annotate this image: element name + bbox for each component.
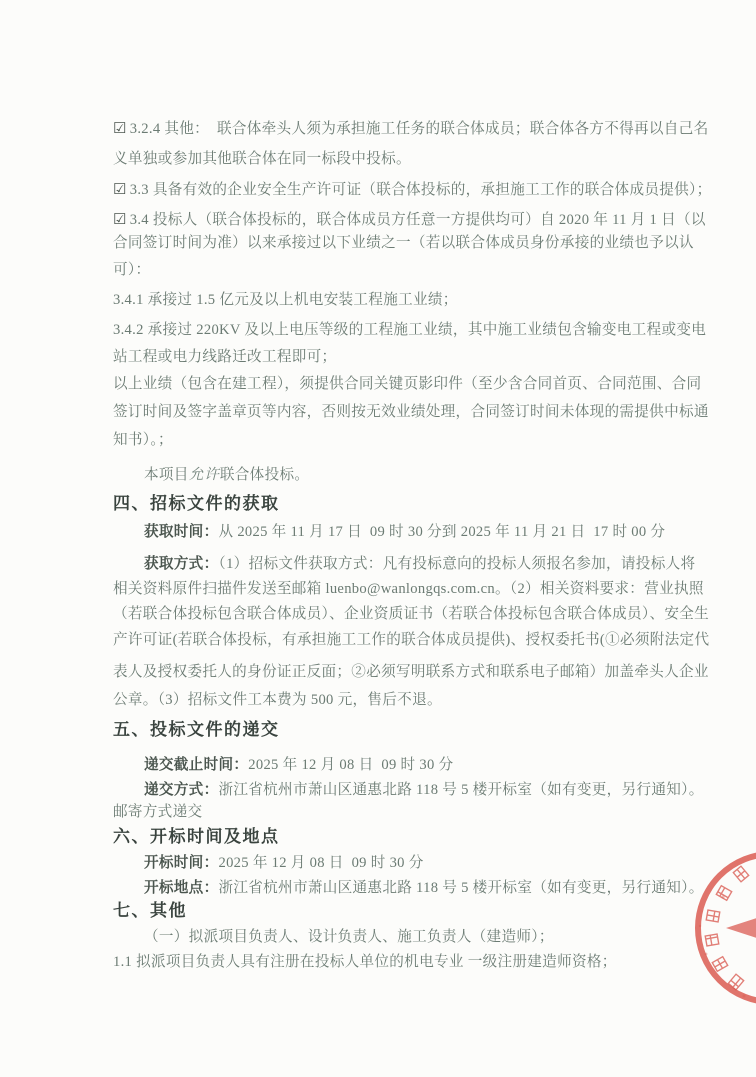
field-value: 2025 年 12 月 08 日 09 时 30 分 [248,757,454,773]
obtain-time-line [144,521,665,543]
line-text: （若联合体投标包含联合体成员）、企业资质证书（若联合体投标包含联合体成员）、安全生 [113,606,710,622]
line-text: 签订时间及签字盖章页等内容，否则按无效业绩处理，合同签订时间未体现的需提供中标通 [113,404,709,420]
line-text: 3.3 具备有效的企业安全生产许可证（联合体投标的，承担施工工作的联合体成员提供）； [129,182,712,198]
submission-deadline-line [144,754,453,776]
line-text: （一）拟派项目负责人、设计负责人、施工负责人（建造师）； [144,929,554,945]
line-text: 产许可证(若联合体投标，有承担施工工作的联合体成员提供)、授权委托书(①必须附法定代 [113,632,710,648]
field-value: （1）招标文件获取方式：凡有投标意向的投标人须报名参加，请投标人将 [218,556,696,572]
line-text: 以上业绩（包含在建工程），须提供合同关键页影印件（至少含合同首页、合同范围、合同 [113,376,702,392]
field-label: 获取时间： [144,524,219,540]
field-label: 开标时间： [144,855,219,871]
clause-3-4-2-line1 [113,319,706,341]
checked-checkbox-icon: ☑ [113,121,127,137]
line-text: 3.2.4 其他： 联合体牵头人须为承担施工任务的联合体成员；联合体各方不得再以自己名 [129,121,709,137]
clause-3-2-4-line2 [113,148,411,170]
performance-note-line1 [113,373,701,395]
section-heading-5: 五、投标文件的递交 [113,720,280,739]
line-text: 义单独或参加其他联合体在同一标段中投标。 [113,151,411,167]
submission-method-line1 [144,779,704,801]
clause-3-4-line1 [113,209,706,231]
field-value: 2025 年 12 月 08 日 09 时 30 分 [218,855,424,871]
submission-method-line2 [113,801,202,823]
bid-opening-time-line [144,852,424,874]
clause-3-4-1 [113,289,458,311]
performance-note-line2 [113,401,709,423]
obtain-method-line5 [113,661,709,683]
clause-3-4-2-line2 [113,346,336,368]
field-label: 开标地点： [144,880,219,896]
section-heading-4: 四、招标文件的获取 [113,494,280,513]
clause-3-2-4-line1 [113,118,708,140]
line-text: 3.4.1 承接过 1.5 亿元及以上机电安装工程施工业绩； [113,292,458,308]
clause-3-4-line3 [113,259,150,281]
field-label: 获取方式： [144,556,219,572]
line-text: 表人及授权委托人的身份证正反面；②必须写明联系方式和联系电子邮箱）加盖牵头人企业 [113,664,709,680]
clause-3-3 [113,179,712,201]
line-text: 合同签订时间为准）以来承接过以下业绩之一（若以联合体成员身份承接的业绩也予以认 [113,235,694,251]
field-value: 从 2025 年 11 月 17 日 09 时 30 分到 2025 年 11 月 21 日 17 时 00 分 [218,524,666,540]
line-text: 邮寄方式递交 [113,804,203,820]
personnel-intro-line [144,926,554,948]
section-heading-6: 六、开标时间及地点 [113,827,280,846]
obtain-method-line1 [144,553,695,575]
clause-3-4-line2 [113,232,694,254]
obtain-method-line6 [113,689,442,711]
fill-in-value: 允许 [188,467,220,483]
field-label: 递交方式： [144,782,219,798]
line-text: 本项目 [144,467,189,483]
line-text: 知书）。； [113,432,173,448]
checked-checkbox-icon: ☑ [113,182,127,198]
obtain-method-line4 [113,629,709,651]
section-heading-7: 七、其他 [113,901,187,920]
line-text: 1.1 拟派项目负责人具有注册在投标人单位的机电专业 一级注册建造师资格； [113,954,617,970]
field-value: 浙江省杭州市萧山区通惠北路 118 号 5 楼开标室（如有变更，另行通知）。 [218,782,704,798]
line-text: 相关资料原件扫描件发送至邮箱 luenbo@wanlongqs.com.cn。（2）相关资料要求：营业执照 [113,581,704,597]
clause-1-1-line [113,951,617,973]
line-text: 可）： [113,262,151,278]
line-text: 联合体投标。 [219,467,310,483]
consortium-allowed-note [144,464,309,486]
line-text: 3.4.2 承接过 220KV 及以上电压等级的工程施工业绩，其中施工业绩包含输变电工程或变电 [113,322,707,338]
company-seal-stamp [686,836,756,1026]
line-text: 3.4 投标人（联合体投标的，联合体成员方任意一方提供均可）自 2020 年 11 月 1 日（以 [129,212,706,228]
field-label: 递交截止时间： [144,757,249,773]
field-value: 浙江省杭州市萧山区通惠北路 118 号 5 楼开标室（如有变更，另行通知）。 [218,880,704,896]
obtain-method-line3 [113,603,709,625]
line-text: 公章。（3）招标文件工本费为 500 元，售后不退。 [113,692,442,708]
checked-checkbox-icon: ☑ [113,212,127,228]
obtain-method-line2 [113,578,704,600]
bid-opening-place-line [144,877,704,899]
line-text: 站工程或电力线路迁改工程即可； [113,349,337,365]
performance-note-line3 [113,429,173,451]
